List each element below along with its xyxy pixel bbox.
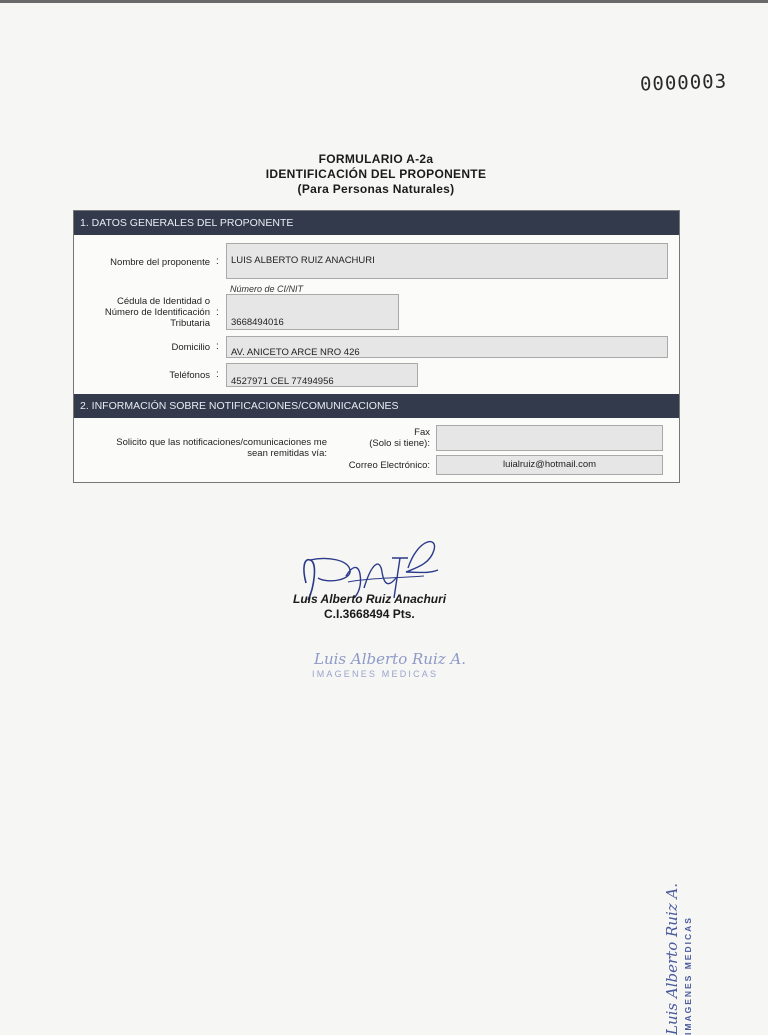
email-field[interactable]: luialruiz@hotmail.com bbox=[436, 455, 663, 475]
phone-colon: : bbox=[216, 369, 219, 380]
scan-top-edge bbox=[0, 0, 768, 3]
page-number: 0000003 bbox=[639, 70, 728, 96]
id-label: Cédula de Identidad o Número de Identificación Tributaria bbox=[104, 296, 210, 329]
form-heading: IDENTIFICACIÓN DEL PROPONENTE bbox=[265, 167, 487, 181]
section1-header: 1. DATOS GENERALES DEL PROPONENTE bbox=[74, 211, 679, 235]
section2-header: 2. INFORMACIÓN SOBRE NOTIFICACIONES/COMUNICACIONES bbox=[74, 394, 679, 418]
name-colon: : bbox=[216, 256, 219, 267]
proponent-name-field[interactable]: LUIS ALBERTO RUIZ ANACHURI bbox=[226, 243, 668, 279]
name-label: Nombre del proponente bbox=[110, 257, 210, 268]
email-label: Correo Electrónico: bbox=[348, 460, 430, 471]
address-field[interactable]: AV. ANICETO ARCE NRO 426 bbox=[226, 336, 668, 358]
phone-label: Teléfonos bbox=[169, 370, 210, 381]
margin-stamp-name: Luis Alberto Ruiz A. bbox=[663, 882, 681, 1035]
signer-name: Luis Alberto Ruiz Anachuri bbox=[293, 592, 447, 606]
fax-field[interactable] bbox=[436, 425, 663, 451]
address-label: Domicilio bbox=[171, 342, 210, 353]
stamp-subtitle: IMAGENES MEDICAS bbox=[312, 669, 439, 679]
notification-request: Solicito que las notificaciones/comunicaciones me sean remitidas vía: bbox=[116, 437, 327, 459]
form-title bbox=[226, 152, 526, 197]
form-code: FORMULARIO A-2a bbox=[318, 152, 434, 166]
id-colon: : bbox=[216, 307, 219, 318]
id-hint: Número de CI/NIT bbox=[230, 284, 304, 294]
signer-ci: C.I.3668494 Pts. bbox=[324, 607, 415, 621]
phone-field[interactable]: 4527971 CEL 77494956 bbox=[226, 363, 418, 387]
margin-stamp-subtitle: IMAGENES MEDICAS bbox=[683, 916, 693, 1035]
id-number-field[interactable]: 3668494016 bbox=[226, 294, 399, 330]
form-table bbox=[73, 210, 680, 483]
address-colon: : bbox=[216, 341, 219, 352]
margin-stamp bbox=[663, 835, 733, 1035]
stamp-name: Luis Alberto Ruiz A. bbox=[314, 650, 467, 668]
form-subheading: (Para Personas Naturales) bbox=[297, 182, 455, 196]
fax-label: Fax (Solo si tiene): bbox=[369, 427, 430, 449]
